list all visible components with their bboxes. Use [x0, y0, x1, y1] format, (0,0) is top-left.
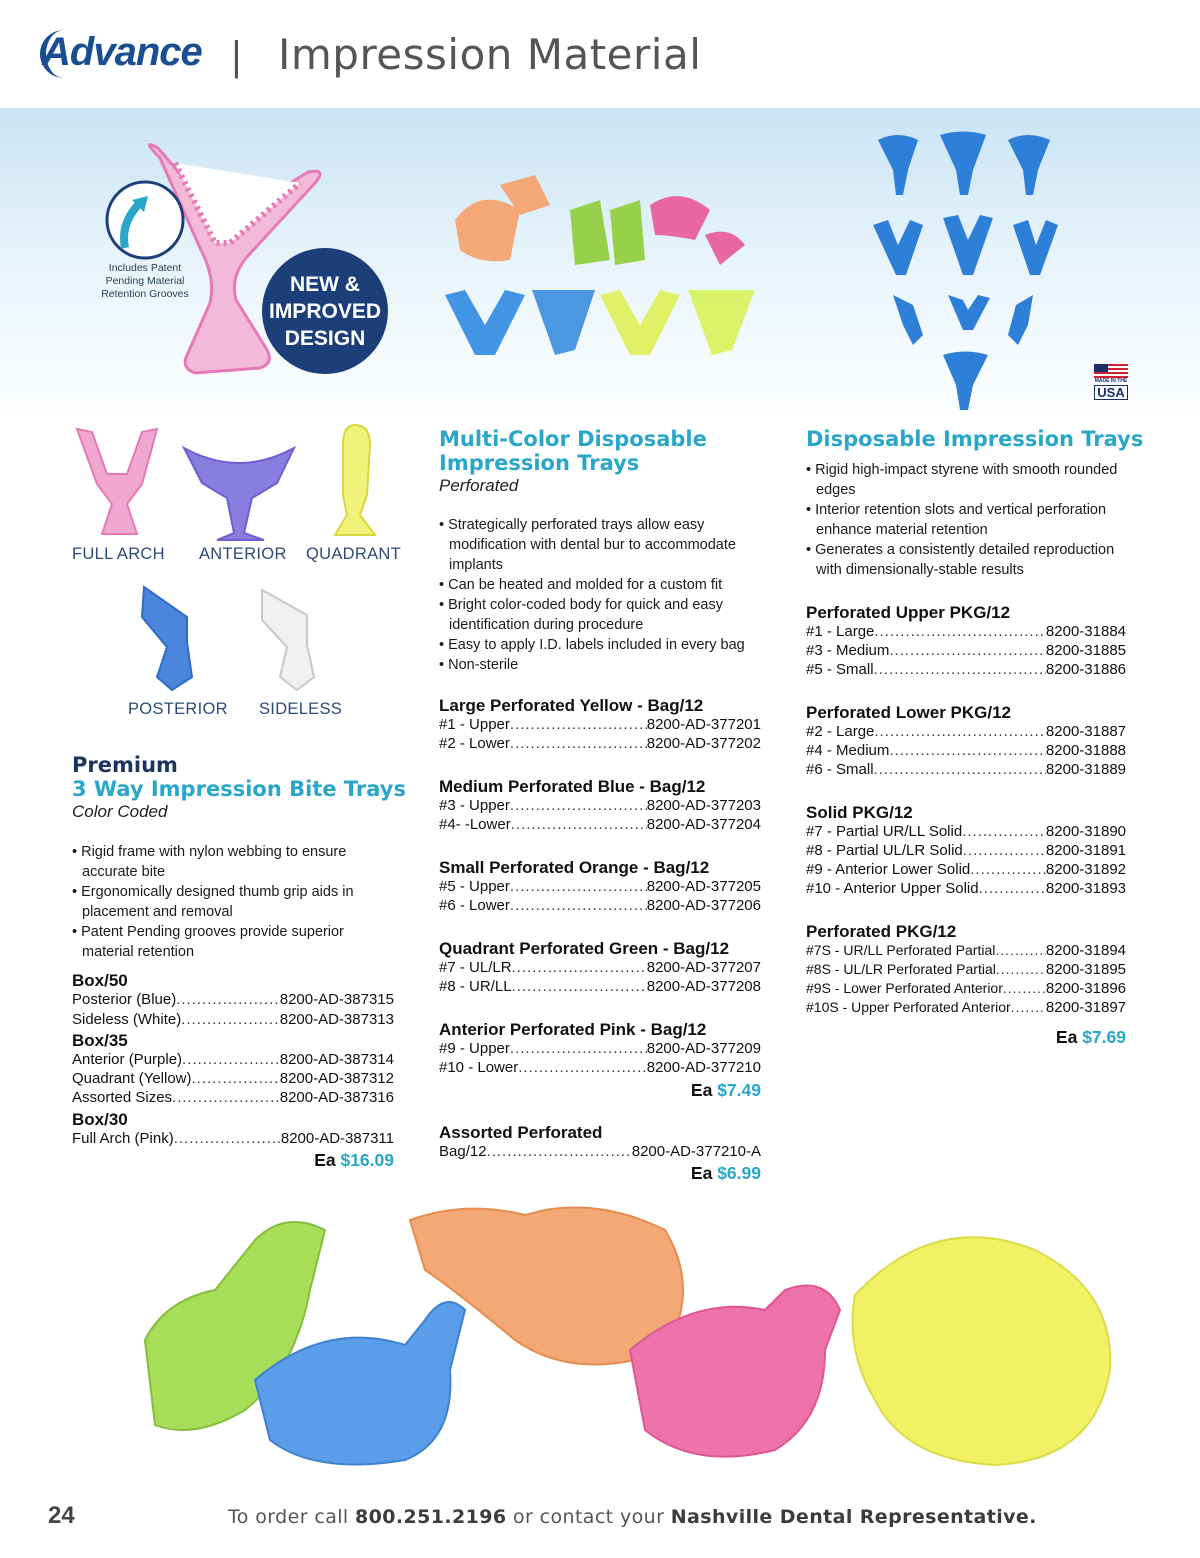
product-label: #6 - Lower [439, 897, 510, 914]
product-row [806, 861, 1126, 878]
group-heading: Medium Perforated Blue - Bag/12 [439, 777, 706, 796]
patent-note: Includes Patent Pending Material Retention Grooves [101, 262, 189, 300]
leader-dots [176, 991, 280, 1008]
price-value: $16.09 [340, 1150, 394, 1170]
group-heading: Assorted Perforated [439, 1123, 603, 1142]
bullet-item: • Non-sterile [437, 655, 747, 675]
leader-dots [874, 723, 1046, 740]
product-label: #2 - Large [806, 723, 875, 740]
disposable-trays-image [868, 130, 1068, 415]
bullet-item: • Can be heated and molded for a custom fit [437, 575, 747, 595]
product-code: 8200-31893 [1045, 880, 1126, 897]
product-label: Quadrant (Yellow) [72, 1070, 192, 1087]
group-heading: Box/35 [72, 1031, 128, 1050]
product-row [439, 878, 761, 895]
product-label: Full Arch (Pink) [72, 1130, 174, 1147]
disposable-bullets [804, 460, 1124, 580]
product-label: #8S - UL/LR Perforated Partial [806, 961, 996, 977]
leader-dots [511, 816, 647, 833]
product-row [806, 980, 1126, 997]
price-prefix: Ea [314, 1150, 336, 1170]
bullet-item: • Strategically perforated trays allow easy modification with dental bur to accommodate implants [437, 515, 747, 575]
page-number: 24 [48, 1502, 75, 1529]
multicolor-trays-image [440, 165, 770, 370]
product-label: #10S - Upper Perforated Anterior [806, 999, 1011, 1015]
group-heading: Quadrant Perforated Green - Bag/12 [439, 939, 730, 958]
product-code: 8200-AD-387315 [279, 991, 394, 1008]
rep-name: Nashville Dental Representative. [670, 1506, 1037, 1528]
price-prefix: Ea [690, 1163, 713, 1183]
product-label: #10 - Anterior Upper Solid [806, 880, 979, 897]
bullet-item: • Ergonomically designed thumb grip aids in placement and removal [70, 882, 370, 922]
product-code: 8200-AD-377201 [646, 716, 761, 733]
product-row [72, 1089, 394, 1106]
phone-number[interactable]: 800.251.2196 [355, 1506, 507, 1528]
badge-line: NEW & [289, 272, 360, 296]
bullet-item: • Generates a consistently detailed reproduction with dimensionally-stable results [804, 540, 1124, 580]
leader-dots [979, 880, 1046, 897]
product-code: 8200-31887 [1045, 723, 1126, 740]
product-label: Assorted Sizes [72, 1089, 173, 1106]
new-improved-badge [262, 248, 388, 374]
leader-dots [874, 661, 1046, 678]
premium-title-line1: Premium [72, 753, 178, 777]
premium-title-line2: 3 Way Impression Bite Trays [72, 777, 406, 801]
footer-text-before: To order call [228, 1506, 349, 1528]
product-label: #3 - Upper [439, 797, 510, 814]
product-code: 8200-31888 [1045, 742, 1126, 759]
price-prefix: Ea [1055, 1027, 1078, 1047]
product-code: 8200-AD-377209 [646, 1040, 761, 1057]
multicolor-section-title [439, 427, 707, 475]
tray-type-sideless: SIDELESS [259, 700, 343, 718]
product-code: 8200-31889 [1045, 761, 1126, 778]
multicolor-title-line1: Multi-Color Disposable [439, 427, 707, 451]
bullet-item: • Easy to apply I.D. labels included in every bag [437, 635, 747, 655]
product-row [72, 1011, 394, 1028]
leader-dots [889, 642, 1046, 659]
product-row [439, 897, 761, 914]
product-label: Bag/12 [439, 1143, 487, 1160]
product-label: #5 - Small [806, 661, 874, 678]
tray-type-anterior: ANTERIOR [199, 545, 287, 563]
product-code: 8200-AD-387313 [279, 1011, 394, 1028]
product-code: 8200-31892 [1045, 861, 1126, 878]
product-code: 8200-AD-377210-A [631, 1143, 761, 1160]
leader-dots [182, 1051, 280, 1068]
product-row [439, 1059, 761, 1076]
leader-dots [996, 961, 1046, 978]
badge-line: IMPROVED [268, 299, 381, 323]
bullet-item: • Bright color-coded body for quick and easy identification during procedure [437, 595, 747, 635]
quadrant-tray-image [325, 420, 385, 542]
product-row [806, 961, 1126, 978]
bottom-trays-image [135, 1200, 1120, 1475]
anterior-tray-image [182, 438, 297, 543]
product-label: #2 - Lower [439, 735, 510, 752]
product-code: 8200-AD-377208 [646, 978, 761, 995]
product-label: #7S - UR/LL Perforated Partial [806, 942, 996, 958]
leader-dots [510, 1040, 647, 1057]
product-label: #8 - UR/LL [439, 978, 512, 995]
made-in-usa-badge [1094, 364, 1128, 400]
product-row [806, 661, 1126, 678]
product-label: #9S - Lower Perforated Anterior [806, 980, 1003, 996]
product-code: 8200-AD-377203 [646, 797, 761, 814]
group-heading: Perforated PKG/12 [806, 922, 957, 941]
leader-dots [962, 823, 1046, 840]
leader-dots [192, 1070, 280, 1087]
leader-dots [510, 797, 647, 814]
disposable-section-title: Disposable Impression Trays [806, 427, 1144, 451]
product-label: #9 - Upper [439, 1040, 510, 1057]
product-row [439, 797, 761, 814]
bullet-item: • Interior retention slots and vertical perforation enhance material retention [804, 500, 1124, 540]
order-info [228, 1506, 1037, 1528]
bullet-item: • Rigid high-impact styrene with smooth rounded edges [804, 460, 1124, 500]
product-row [72, 1070, 394, 1087]
page-title: Impression Material [278, 30, 702, 79]
price-value: $6.99 [717, 1163, 761, 1183]
product-label: #10 - Lower [439, 1059, 519, 1076]
product-row [806, 761, 1126, 778]
assorted-price [561, 1163, 761, 1184]
product-label: #4- -Lower [439, 816, 511, 833]
product-row [439, 1040, 761, 1057]
tray-type-posterior: POSTERIOR [128, 700, 228, 718]
posterior-tray-image [132, 582, 212, 694]
product-code: 8200-AD-377205 [646, 878, 761, 895]
leader-dots [510, 878, 647, 895]
multicolor-title-line2: Impression Trays [439, 451, 640, 475]
premium-price [194, 1150, 394, 1171]
group-heading: Box/50 [72, 971, 128, 990]
leader-dots [512, 959, 647, 976]
price-value: $7.49 [717, 1080, 761, 1100]
product-label: #4 - Medium [806, 742, 890, 759]
leader-dots [995, 942, 1046, 959]
product-row [72, 1130, 394, 1147]
price-prefix: Ea [690, 1080, 713, 1100]
product-code: 8200-31884 [1045, 623, 1126, 640]
product-label: #1 - Large [806, 623, 875, 640]
premium-subtitle: Color Coded [72, 802, 168, 821]
leader-dots [963, 842, 1046, 859]
premium-bullets [70, 842, 370, 962]
product-code: 8200-31897 [1045, 999, 1126, 1016]
group-heading: Box/30 [72, 1110, 128, 1129]
product-row [806, 942, 1126, 959]
sideless-tray-image [252, 585, 332, 695]
multicolor-subtitle: Perforated [439, 476, 519, 495]
disposable-price [926, 1027, 1126, 1048]
multicolor-price [561, 1080, 761, 1101]
product-row [439, 959, 761, 976]
price-value: $7.69 [1082, 1027, 1126, 1047]
full-arch-tray-image [72, 424, 162, 542]
bullet-item: • Patent Pending grooves provide superior material retention [70, 922, 370, 962]
product-code: 8200-31890 [1045, 823, 1126, 840]
product-code: 8200-31885 [1045, 642, 1126, 659]
leader-dots [510, 716, 647, 733]
group-heading: Solid PKG/12 [806, 803, 913, 822]
product-row [439, 735, 761, 752]
leader-dots [181, 1011, 280, 1028]
tray-type-full-arch: FULL ARCH [72, 545, 165, 563]
usa-badge-country: USA [1094, 385, 1128, 400]
leader-dots [1011, 999, 1046, 1016]
product-code: 8200-31895 [1045, 961, 1126, 978]
product-code: 8200-AD-387311 [280, 1130, 394, 1147]
group-heading: Anterior Perforated Pink - Bag/12 [439, 1020, 707, 1039]
group-heading: Perforated Lower PKG/12 [806, 703, 1012, 722]
us-flag-icon [1094, 364, 1128, 378]
leader-dots [518, 1059, 647, 1076]
leader-dots [1003, 980, 1046, 997]
product-label: Sideless (White) [72, 1011, 182, 1028]
product-row [806, 642, 1126, 659]
footer-text-middle: or contact your [512, 1506, 665, 1528]
product-label: #6 - Small [806, 761, 874, 778]
product-code: 8200-AD-377202 [646, 735, 761, 752]
product-label: #5 - Upper [439, 878, 510, 895]
tray-type-quadrant: QUADRANT [306, 545, 401, 563]
product-row [439, 978, 761, 995]
product-row [806, 823, 1126, 840]
product-label: #9 - Anterior Lower Solid [806, 861, 971, 878]
group-heading: Small Perforated Orange - Bag/12 [439, 858, 710, 877]
product-code: 8200-AD-377206 [646, 897, 761, 914]
product-code: 8200-31891 [1045, 842, 1126, 859]
badge-line: DESIGN [284, 326, 366, 350]
brand-logo: Advance [42, 30, 202, 74]
product-code: 8200-AD-387312 [279, 1070, 394, 1087]
leader-dots [889, 742, 1046, 759]
leader-dots [970, 861, 1046, 878]
product-row [72, 991, 394, 1008]
product-code: 8200-AD-387314 [279, 1051, 394, 1068]
usa-badge-made: MADE IN THE [1094, 378, 1128, 384]
product-row [439, 716, 761, 733]
bullet-item: • Rigid frame with nylon webbing to ensure accurate bite [70, 842, 370, 882]
product-row [806, 999, 1126, 1016]
product-row [806, 880, 1126, 897]
product-label: Anterior (Purple) [72, 1051, 183, 1068]
leader-dots [510, 897, 647, 914]
product-code: 8200-AD-387316 [279, 1089, 394, 1106]
leader-dots [512, 978, 647, 995]
leader-dots [874, 623, 1046, 640]
leader-dots [172, 1089, 280, 1106]
product-row [806, 723, 1126, 740]
product-code: 8200-AD-377207 [646, 959, 761, 976]
leader-dots [874, 761, 1046, 778]
product-row [806, 742, 1126, 759]
product-code: 8200-AD-377204 [646, 816, 761, 833]
product-row [806, 623, 1126, 640]
product-label: #1 - Upper [439, 716, 510, 733]
product-label: #7 - UL/LR [439, 959, 512, 976]
product-row [439, 816, 761, 833]
product-row [806, 842, 1126, 859]
product-row [439, 1143, 761, 1160]
premium-section-title [72, 753, 406, 801]
multicolor-bullets [437, 515, 747, 675]
leader-dots [510, 735, 647, 752]
product-label: #3 - Medium [806, 642, 890, 659]
product-code: 8200-31886 [1045, 661, 1126, 678]
title-separator: | [230, 34, 243, 78]
page-header [0, 0, 1200, 108]
product-row [72, 1051, 394, 1068]
product-code: 8200-31896 [1045, 980, 1126, 997]
group-heading: Large Perforated Yellow - Bag/12 [439, 696, 704, 715]
product-label: #8 - Partial UL/LR Solid [806, 842, 963, 859]
product-label: #7 - Partial UR/LL Solid [806, 823, 963, 840]
product-label: Posterior (Blue) [72, 991, 177, 1008]
group-heading: Perforated Upper PKG/12 [806, 603, 1011, 622]
leader-dots [487, 1143, 632, 1160]
product-code: 8200-31894 [1045, 942, 1126, 959]
leader-dots [174, 1130, 281, 1147]
product-code: 8200-AD-377210 [646, 1059, 761, 1076]
